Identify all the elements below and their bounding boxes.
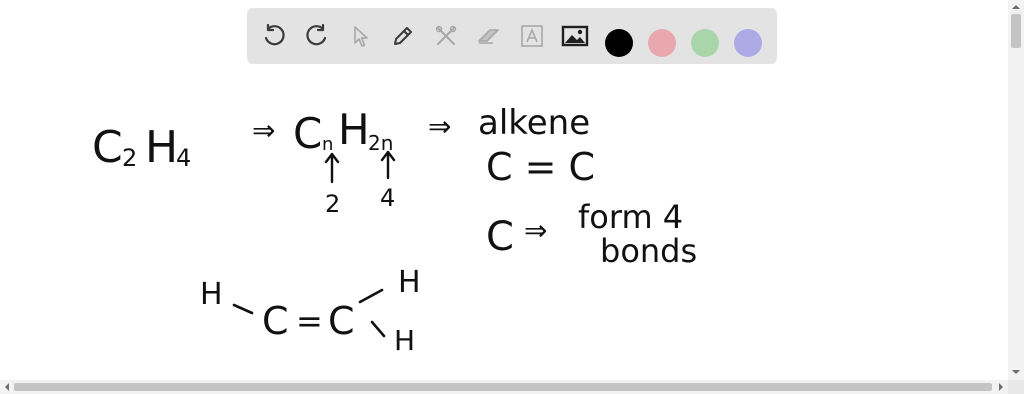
drawing-toolbar bbox=[247, 8, 777, 64]
horizontal-scrollbar[interactable] bbox=[0, 380, 1008, 394]
structure-h-bottom: H bbox=[394, 324, 416, 357]
color-swatch-red[interactable] bbox=[648, 29, 676, 57]
up-arrow-n bbox=[326, 154, 338, 182]
undo-icon bbox=[260, 22, 288, 50]
color-swatch-black[interactable] bbox=[605, 29, 633, 57]
formula-sub-2: 2 bbox=[122, 144, 138, 172]
structure-h-left: H bbox=[200, 277, 223, 312]
vertical-scrollbar[interactable] bbox=[1008, 0, 1024, 380]
redo-button[interactable] bbox=[302, 21, 332, 51]
image-icon bbox=[561, 22, 589, 50]
tools-button[interactable] bbox=[431, 21, 461, 51]
select-pointer-icon bbox=[346, 22, 374, 50]
implies-arrow-1: ⇒ bbox=[252, 114, 276, 147]
structure-c2: C bbox=[328, 299, 355, 343]
n-value: 2 bbox=[325, 190, 341, 218]
scrollbar-corner bbox=[1008, 380, 1024, 394]
general-c: C bbox=[293, 109, 323, 158]
text-box-icon bbox=[518, 22, 546, 50]
redo-icon bbox=[303, 22, 331, 50]
horizontal-scroll-thumb[interactable] bbox=[14, 383, 992, 391]
eraser-button[interactable] bbox=[474, 21, 504, 51]
tools-cross-icon bbox=[432, 22, 460, 50]
scroll-left-icon[interactable] bbox=[1, 380, 13, 394]
undo-button[interactable] bbox=[259, 21, 289, 51]
bonds-label: bonds bbox=[600, 232, 698, 270]
structure-h-top: H bbox=[398, 265, 421, 300]
scroll-up-icon[interactable] bbox=[1008, 1, 1024, 13]
implies-arrow-3: ⇒ bbox=[524, 214, 548, 247]
structure-double-bond: = bbox=[296, 302, 323, 340]
structure-c1: C bbox=[262, 299, 289, 343]
eraser-icon bbox=[475, 22, 503, 50]
handwriting-layer bbox=[0, 70, 1008, 380]
select-button[interactable] bbox=[345, 21, 375, 51]
image-button[interactable] bbox=[560, 21, 590, 51]
scroll-down-icon[interactable] bbox=[1008, 366, 1024, 378]
alkene-label: alkene bbox=[478, 103, 591, 143]
general-sub-2n: 2n bbox=[368, 131, 394, 155]
pen-icon bbox=[389, 22, 417, 50]
twon-value: 4 bbox=[380, 184, 396, 212]
color-swatch-purple[interactable] bbox=[734, 29, 762, 57]
carbon-label: C bbox=[486, 214, 514, 260]
bond-h-c1 bbox=[234, 305, 252, 313]
formula-h: H bbox=[145, 122, 179, 173]
bond-c2-h-top bbox=[360, 290, 382, 302]
formula-sub-4: 4 bbox=[176, 144, 192, 172]
bond-c2-h-bottom bbox=[372, 322, 384, 336]
color-swatch-green[interactable] bbox=[691, 29, 719, 57]
vertical-scroll-thumb[interactable] bbox=[1011, 14, 1021, 48]
general-sub-n: n bbox=[322, 134, 334, 155]
implies-arrow-2: ⇒ bbox=[428, 110, 452, 143]
double-bond-label: C = C bbox=[486, 145, 596, 189]
form-four-label: form 4 bbox=[578, 198, 684, 236]
formula-c: C bbox=[92, 122, 123, 173]
general-h: H bbox=[338, 105, 370, 154]
pen-button[interactable] bbox=[388, 21, 418, 51]
drawing-canvas[interactable] bbox=[0, 70, 1008, 380]
scroll-right-icon[interactable] bbox=[995, 380, 1007, 394]
text-box-button[interactable] bbox=[517, 21, 547, 51]
up-arrow-2n bbox=[382, 152, 394, 178]
